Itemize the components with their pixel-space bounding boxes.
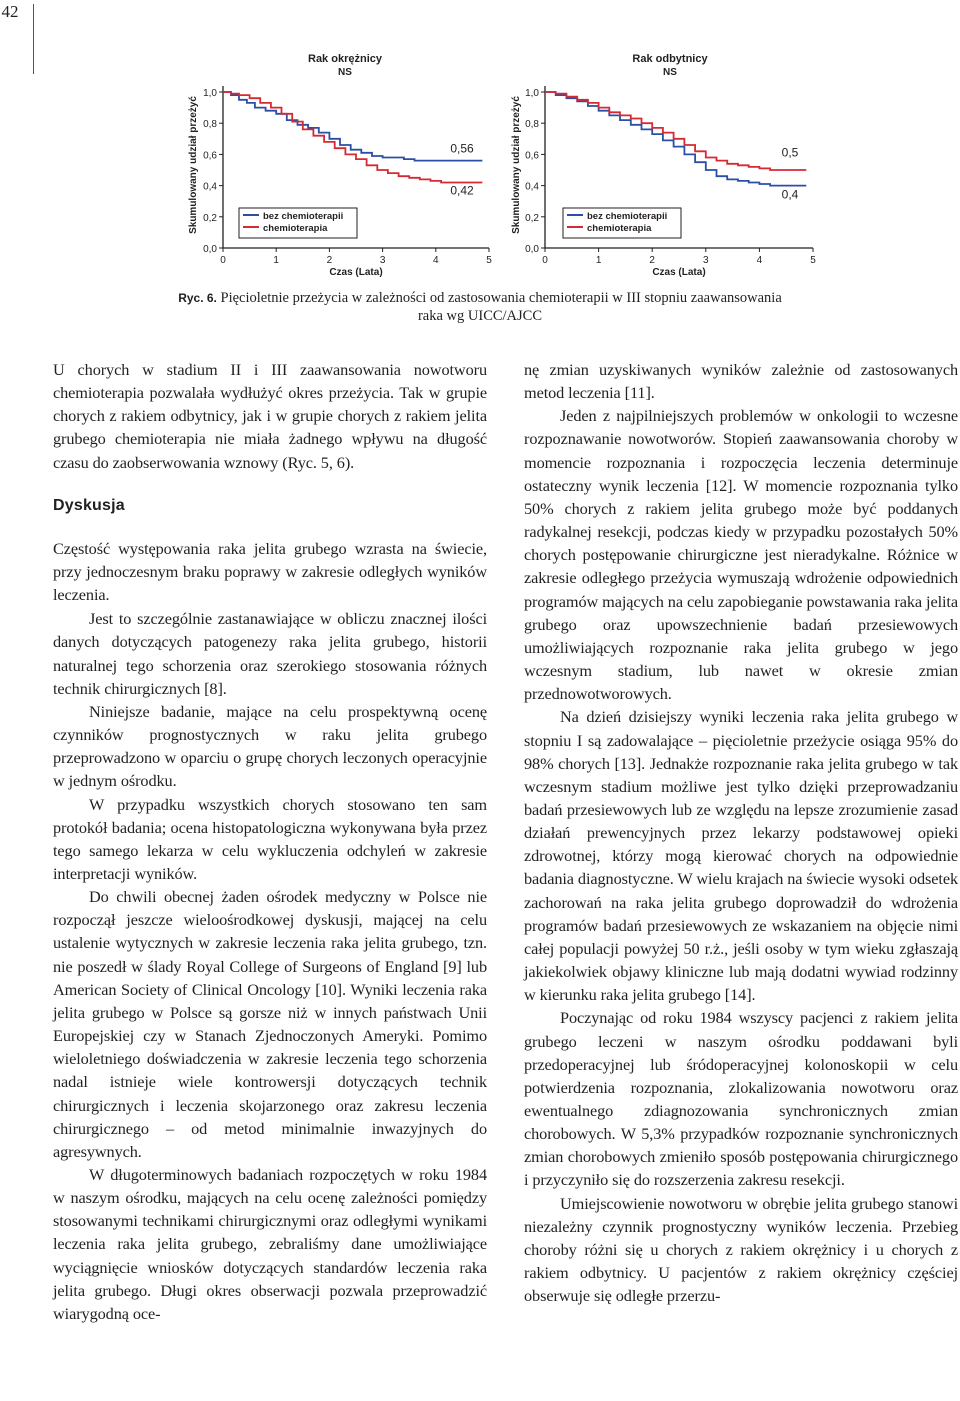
chart-subtitle: NS	[338, 67, 352, 78]
y-tick-label: 0,6	[203, 150, 217, 162]
chart-subtitle: NS	[663, 67, 677, 78]
paragraph: Jeden z najpilniejszych problemów w onkologii to wczesne rozpoznawanie nowotworów. Stopień zaawansowania choroby w momencie rozpoznania i rozpoczęcia leczenia determinuje ostateczny wynik leczenia [12]. W momencie rozpoznania tylko 50% chorych z rakiem jelita grubego może być poddanych radykalnej resekcji, podczas kiedy w przypadku pozostałych 50% chorych postępowanie chirurgiczne jest nieradykalne. Różnice w zakresie odległego przeżycia wymuszają wdrożenie odpowiednich programów mających na celu zapobieganie powstawania raka jelita grubego oraz upowszechnienie badań przesiewowych umożliwiających rozpoznanie raka jelita grubego w jego wczesnym stadium, lub nawet w okresie zmian przednowotworowych.	[524, 406, 958, 704]
end-annotation: 0,4	[781, 187, 799, 202]
y-axis-label: Skumulowany udział przeżyć	[188, 96, 199, 234]
legend-label: bez chemioterapii	[263, 211, 344, 222]
y-tick-label: 0,0	[525, 244, 539, 255]
x-tick-label: 1	[273, 255, 279, 266]
survival-charts	[0, 40, 960, 290]
x-tick-label: 2	[326, 255, 333, 266]
legend-label: bez chemioterapii	[587, 211, 668, 222]
paragraph: Umiejscowienie nowotworu w obrębie jelita grubego stanowi niezależny czynnik prognostyczny wyników leczenia. Przebieg choroby różni się u chorych z rakiem okrężnicy i u chorych z rakiem odbytnicy. U pacjentów z rakiem okrężnicy częściej obserwuje się odległe przerzu-	[524, 1193, 958, 1306]
y-tick-label: 0,8	[203, 119, 217, 131]
chart-title: Rak okrężnicy	[308, 53, 382, 65]
x-tick-label: 3	[379, 255, 386, 266]
x-tick-label: 5	[810, 255, 816, 266]
y-tick-label: 1,0	[203, 88, 217, 99]
x-tick-label: 1	[595, 255, 602, 266]
y-tick-label: 0,4	[203, 181, 217, 193]
end-annotation: 0,5	[781, 145, 799, 160]
paragraph: nę zmian uzyskiwanych wyników zależnie od zastosowanych metod leczenia [11].	[524, 360, 958, 403]
x-tick-label: 4	[433, 255, 439, 266]
x-tick-label: 2	[649, 255, 655, 266]
y-tick-label: 0,2	[203, 212, 217, 224]
paragraph: Do chwili obecnej żaden ośrodek medyczny w Polsce nie rozpoczął jeszcze wieloośrodkowej dyskusji, mającej na celu ustalenie wytycznych w zakresie leczenia raka jelita grubego, tzn. nie poszedł w ślady Royal College of Surgeons of England [9] lub American Society of Clinical Oncology [10]. Wyniki leczenia raka jelita grubego w Polsce są gorsze niż w innych państwach Unii Europejskiej czy w Stanach Zjednoczonych Ameryki. Pomimo wieloletniego doświadczenia w zakresie leczenia tego schorzenia nadal istnieje wiele kontrowersji dotyczących technik chirurgicznych i leczenia skojarzonego oraz zakresu leczenia chirurgicznego – od metod minimalnie inwazyjnych do agresywnych.	[53, 887, 487, 1161]
paragraph: Jest to szczególnie zastanawiające w obliczu znacznej ilości danych dotyczących patogenezy raka jelita grubego, historii naturalnej tego schorzenia oraz szerokiego stosowania różnych technik chirurgicznych [8].	[53, 609, 487, 698]
paragraph: Na dzień dzisiejszy wyniki leczenia raka jelita grubego w stopniu I są zadowalające – pięcioletnie przeżycie osiąga 95% do 98% chorych [13]. Jednakże rozpoznanie raka jelita grubego w tak wczesnym stadium możliwe jest tylko dzięki przeprowadzaniu badań przesiewowych lub ze względu na lepsze zrozumienie zasad działań prewencyjnych przez lekarzy podstawowej opieki zdrowotnej, którzy mogą kierować chorych na odpowiednie badania diagnostyczne. W wielu krajach na świecie wysoki odsetek zachorowań na raka jelita grubego doprowadził do wdrożenia programów badań przesiewowych ze wskazaniem na objęcie nimi całej populacji powyżej 50 r.ż., jeśli osoby w tym wieku zgłaszają jakiekolwiek objawy kliniczne lub mają dodatni wywiad rodzinny w kierunku raka jelita grubego [14].	[524, 707, 958, 1005]
x-tick-label: 0	[542, 255, 548, 266]
y-tick-label: 0,6	[525, 150, 539, 162]
y-tick-label: 0,2	[525, 212, 539, 224]
x-tick-label: 4	[756, 255, 763, 266]
y-axis-label: Skumulowany udział przeżyć	[511, 96, 522, 234]
page-number: 42	[1, 2, 19, 21]
chart-title: Rak odbytnicy	[632, 53, 708, 65]
legend-label: chemioterapia	[587, 223, 652, 234]
legend-label: chemioterapia	[263, 223, 328, 234]
figure-caption	[170, 289, 790, 325]
figure	[0, 40, 960, 290]
paragraph: W długoterminowych badaniach rozpoczętych w roku 1984 w naszym ośrodku, mających na celu ocenę zależności pomiędzy stosowanymi technikami chirurgicznymi oraz odległymi wynikami leczenia raka jelita grubego, zebraliśmy dane umożliwiające wyciągnięcie wniosków dotyczących standardów leczenia raka jelita grubego. Długi okres obserwacji pozwala przeprowadzić wiarygodną oce-	[53, 1165, 487, 1323]
paragraph: Niniejsze badanie, mające na celu prospektywną ocenę czynników prognostycznych w raku jelita grubego przeprowadzono w oparciu o grupę chorych leczonych operacyjnie w jednym ośrodku.	[53, 701, 487, 791]
paragraph: Poczynając od roku 1984 wszyscy pacjenci z rakiem jelita grubego leczeni w naszym ośrodku poddawani byli przedoperacyjnej lub śródoperacyjnej kolonoskopii w celu potwierdzenia rozpoznania, zlokalizowania nowotworu oraz ewentualnego zdiagnozowania synchronicznych zmian chorobowych. W 5,3% przypadków rozpoznanie synchronicznych zmian chorobowych zmieniło sposób postępowania chirurgicznego i przyczyniło się do rozszerzenia zakresu resekcji.	[524, 1008, 958, 1190]
x-tick-label: 5	[486, 255, 492, 266]
x-axis-label: Czas (Lata)	[652, 267, 706, 278]
paragraph: W przypadku wszystkich chorych stosowano ten sam protokół badania; ocena histopatologiczna wykonywana była przez tego samego lekarza w celu wykluczenia odchyleń w zakresie interpretacji wyników.	[53, 794, 487, 883]
caption-text: Pięcioletnie przeżycia w zależności od zastosowania chemioterapii w III stopniu zaawansowania raka wg UICC/AJCC	[220, 290, 782, 324]
end-annotation: 0,56	[450, 141, 474, 156]
y-tick-label: 1,0	[525, 88, 539, 99]
x-tick-label: 0	[220, 255, 226, 266]
x-axis-label: Czas (Lata)	[329, 267, 383, 278]
y-tick-label: 0,8	[525, 119, 539, 131]
series-line	[223, 92, 482, 183]
left-column	[53, 358, 487, 1325]
caption-label: Ryc. 6.	[178, 291, 217, 305]
end-annotation: 0,42	[450, 183, 474, 198]
paragraph: Częstość występowania raka jelita grubego wzrasta na świecie, przy jednoczesnym braku poprawy w zakresie odległych wyników leczenia.	[53, 538, 487, 605]
y-tick-label: 0,0	[203, 244, 217, 255]
x-tick-label: 3	[703, 255, 709, 266]
series-line	[545, 92, 806, 170]
section-heading: Dyskusja	[53, 496, 125, 514]
y-tick-label: 0,4	[525, 181, 539, 193]
right-column	[524, 358, 958, 1307]
paragraph: U chorych w stadium II i III zaawansowania nowotworu chemioterapia pozwalała wydłużyć okres przeżycia. Tak w grupie chorych z rakiem odbytnicy, jak i w grupie chorych z rakiem jelita grubego chemioterapia nie miała żadnego wpływu na długość czasu do zaobserwowania wznowy (Ryc. 5, 6).	[53, 360, 487, 472]
